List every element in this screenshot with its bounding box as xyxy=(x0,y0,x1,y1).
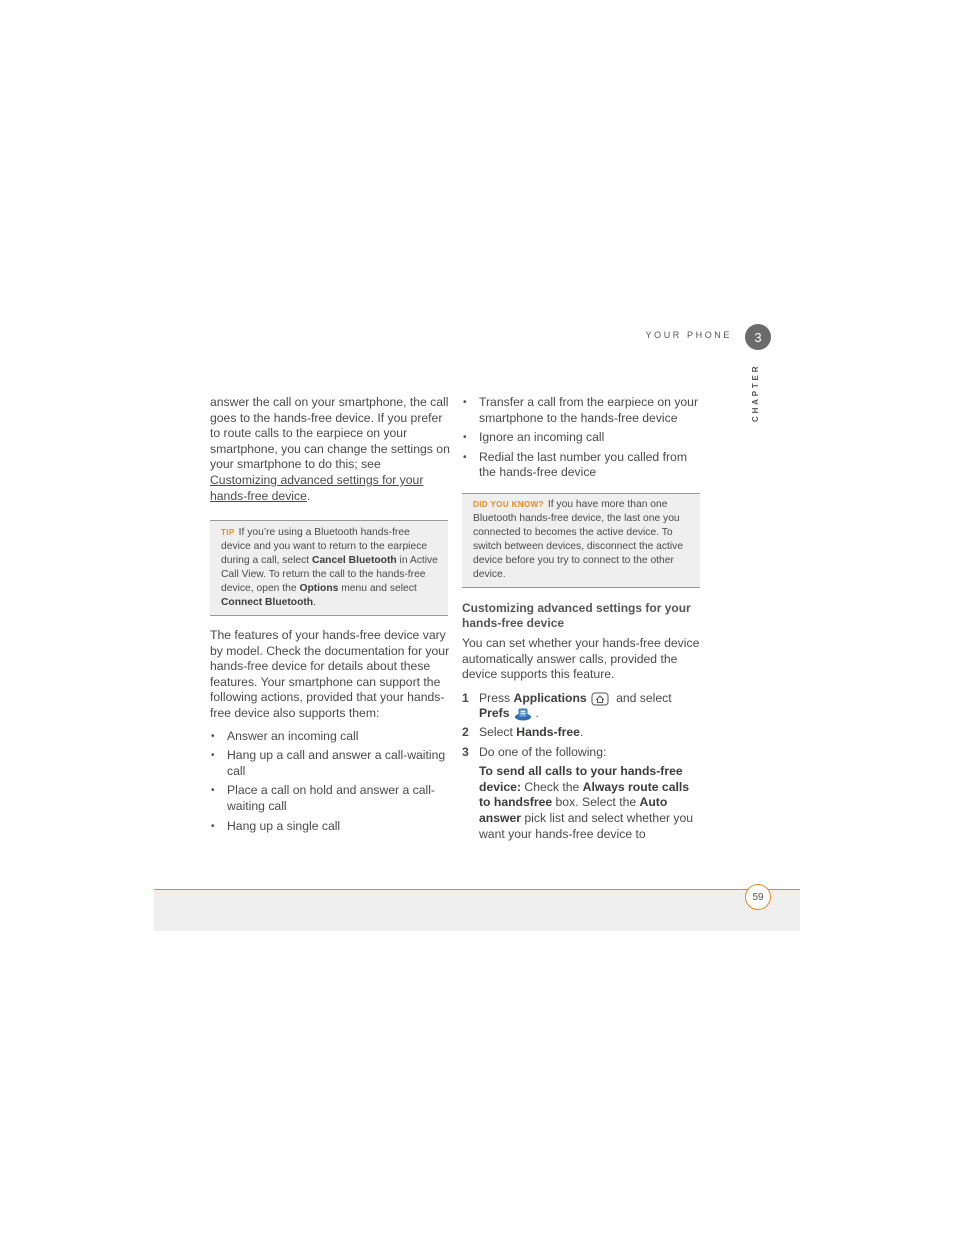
page-number: 59 xyxy=(752,891,764,903)
tip-bold-cancel-bluetooth: Cancel Bluetooth xyxy=(312,555,397,566)
section-subheading: Customizing advanced settings for your hands-free device xyxy=(462,601,691,630)
right-bullet-list xyxy=(462,395,702,481)
footer-band xyxy=(154,889,800,931)
tip-tag: TIP xyxy=(221,528,235,537)
tip-bold-options: Options xyxy=(299,583,339,594)
prefs-label: Prefs xyxy=(479,706,510,721)
step-number: 3 xyxy=(462,744,469,759)
features-paragraph: The features of your hands-free device vary by model. Check the documentation for your hands-free device for details about these features. Your smartphone can support the following actions, provided that your hands-free device also supports them: xyxy=(210,628,450,720)
chapter-number-badge xyxy=(745,324,771,350)
tip-text-1: If you’re using a Bluetooth hands-free device and you want to return to the earpiece during a call, select xyxy=(221,527,428,566)
did-you-know-tag: DID YOU KNOW? xyxy=(473,500,544,509)
step-item-1 xyxy=(462,691,702,722)
chapter-number: 3 xyxy=(754,329,762,345)
applications-icon xyxy=(591,692,609,706)
tip-text-3: menu and select xyxy=(338,583,417,594)
tip-callout xyxy=(210,520,448,616)
intro-end: . xyxy=(306,488,311,503)
step-text: and select xyxy=(612,690,672,705)
section-intro: You can set whether your hands-free device automatically answer calls, provided the device supports this feature. xyxy=(462,636,700,682)
hands-free-label: Hands-free xyxy=(516,724,580,739)
step-item-2 xyxy=(462,725,702,741)
applications-label: Applications xyxy=(513,690,587,705)
step-text: . xyxy=(535,706,539,721)
advanced-settings-section xyxy=(462,601,702,842)
list-item: • Hang up a call and answer a call-waiting call xyxy=(210,748,450,779)
right-column-bullets xyxy=(462,395,702,481)
sub-instruction xyxy=(462,764,702,842)
left-column xyxy=(210,395,450,504)
list-item: • Place a call on hold and answer a call-waiting call xyxy=(210,783,450,814)
step-text: Press xyxy=(479,690,514,705)
sub-instruction-bold-3: Auto answer xyxy=(479,795,668,825)
step-text: . xyxy=(579,724,584,739)
tip-bold-connect-bluetooth: Connect Bluetooth xyxy=(221,597,314,608)
step-text: Select xyxy=(479,724,517,739)
step-text: Do one of the following: xyxy=(479,744,607,759)
step-number: 1 xyxy=(462,690,469,705)
intro-link[interactable]: Customizing advanced settings for your hands-free device xyxy=(210,472,424,503)
tip-text-4: . xyxy=(313,597,316,608)
chapter-label: CHAPTER xyxy=(751,363,760,422)
sub-instruction-text-1: Check the xyxy=(521,779,583,794)
intro-text: answer the call on your smartphone, the call goes to the hands-free device. If you prefer to route calls to the earpiece on your smartphone, you can change the settings on your smartphone to do this; see xyxy=(210,395,450,472)
step-item-3 xyxy=(462,745,702,761)
intro-paragraph xyxy=(210,395,450,504)
list-item: • Answer an incoming call xyxy=(210,729,450,745)
sub-instruction-text-3: pick list and select whether you want your hands-free device to xyxy=(479,810,694,841)
features-block xyxy=(210,628,450,834)
list-item: • Redial the last number you called from the hands-free device xyxy=(462,450,702,481)
did-you-know-callout xyxy=(462,493,700,588)
sub-instruction-text-2: box. Select the xyxy=(552,795,640,810)
tip-text-2: in Active Call View. To return the call to the hands-free device, open the xyxy=(221,555,438,594)
page-number-badge xyxy=(745,884,771,910)
sub-instruction-bold-1: To send all calls to your hands-free device: xyxy=(479,764,683,794)
list-item: • Transfer a call from the earpiece on your smartphone to the hands-free device xyxy=(462,395,702,426)
step-list xyxy=(462,691,702,760)
list-item: • Hang up a single call xyxy=(210,819,450,835)
list-item: • Ignore an incoming call xyxy=(462,430,702,446)
left-bullet-list xyxy=(210,729,450,835)
sub-instruction-bold-2: Always route calls to handsfree xyxy=(479,779,690,810)
step-number: 2 xyxy=(462,724,469,739)
prefs-icon xyxy=(514,707,532,721)
did-you-know-text: If you have more than one Bluetooth hands-free device, the last one you connected to becomes the active device. To switch between devices, disconnect the active device before you try to connect to the other device. xyxy=(473,499,684,580)
section-label: YOUR PHONE xyxy=(645,330,732,340)
